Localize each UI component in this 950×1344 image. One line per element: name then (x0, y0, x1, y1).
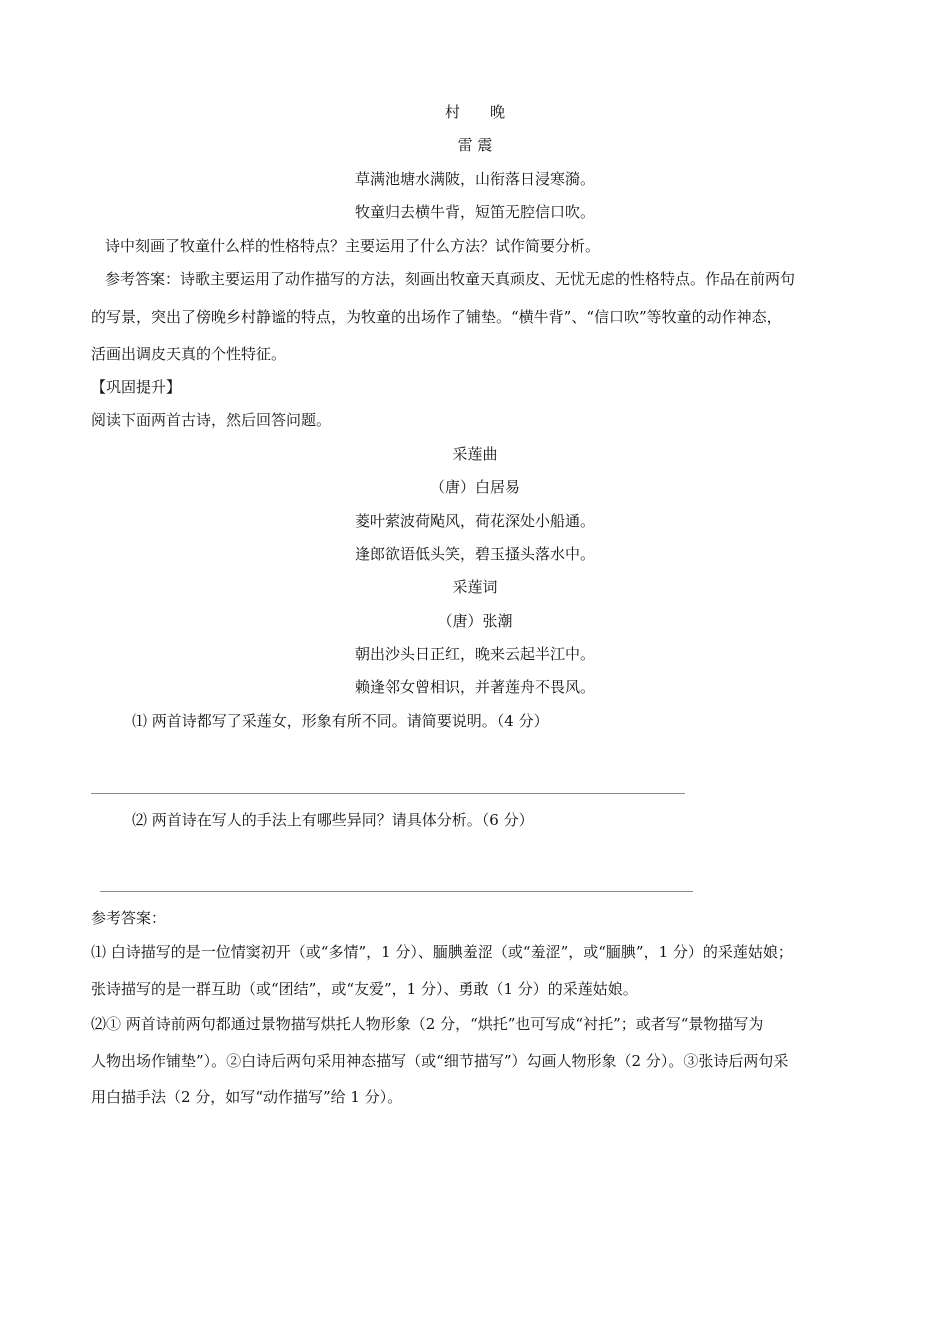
answer1-line1: 参考答案：诗歌主要运用了动作描写的方法，刻画出牧童天真顽皮、无忧无虑的性格特点。作品在前两句 (105, 270, 796, 288)
question-sub1: ⑴ 两首诗都写了采莲女，形象有所不同。请简要说明。（4 分） (132, 712, 549, 730)
answer2-line1: ⑴ 白诗描写的是一位情窦初开（或“多情”，1 分）、腼腆羞涩（或“羞涩”，或“腼腆”，1 分）的采莲姑娘； (91, 943, 793, 961)
answer2-line3: ⑵① 两首诗前两句都通过景物描写烘托人物形象（2 分，“烘托”也可写成“衬托”；或者写“景物描写为 (91, 1015, 764, 1033)
answer1-line2: 的写景，突出了傍晚乡村静谧的特点，为牧童的出场作了铺垫。“横牛背”、“信口吹”等牧童的动作神态， (91, 308, 782, 326)
instruction: 阅读下面两首古诗，然后回答问题。 (91, 411, 332, 429)
question1: 诗中刻画了牧童什么样的性格特点？主要运用了什么方法？试作简要分析。 (105, 237, 601, 255)
poem1-author: 雷 震 (457, 136, 493, 154)
poem1-line2: 牧童归去横牛背，短笛无腔信口吹。 (354, 203, 595, 221)
poem3-line1: 朝出沙头日正红，晚来云起半江中。 (354, 645, 595, 663)
poem2-line2: 逢郎欲语低头笑，碧玉搔头落水中。 (354, 545, 595, 563)
poem3-author: （唐）张潮 (437, 612, 513, 630)
poem3-title: 采莲词 (452, 578, 498, 596)
poem1-title: 村 晚 (444, 103, 505, 121)
section-heading: 【巩固提升】 (91, 378, 182, 396)
poem2-title: 采莲曲 (452, 445, 498, 463)
answer2-heading: 参考答案： (91, 909, 167, 927)
poem2-author: （唐）白居易 (429, 478, 520, 496)
answer2-line4: 人物出场作铺垫”）。②白诗后两句采用神态描写（或“细节描写”）勾画人物形象（2 分）。③张诗后两句采 (91, 1052, 789, 1070)
answer-line-2 (100, 891, 693, 892)
answer1-line3: 活画出调皮天真的个性特征。 (91, 345, 287, 363)
answer-line-1 (91, 793, 685, 794)
poem1-line1: 草满池塘水满陂，山衔落日浸寒漪。 (354, 170, 595, 188)
poem2-line1: 菱叶萦波荷飐风，荷花深处小船通。 (354, 512, 595, 530)
question-sub2: ⑵ 两首诗在写人的手法上有哪些异同？请具体分析。（6 分） (132, 811, 534, 829)
answer2-line2: 张诗描写的是一群互助（或“团结”，或“友爱”，1 分）、勇敢（1 分）的采莲姑娘。 (91, 980, 638, 998)
answer2-line5: 用白描手法（2 分，如写“动作描写”给 1 分）。 (91, 1088, 403, 1106)
poem3-line2: 赖逢邻女曾相识，并著莲舟不畏风。 (354, 678, 595, 696)
